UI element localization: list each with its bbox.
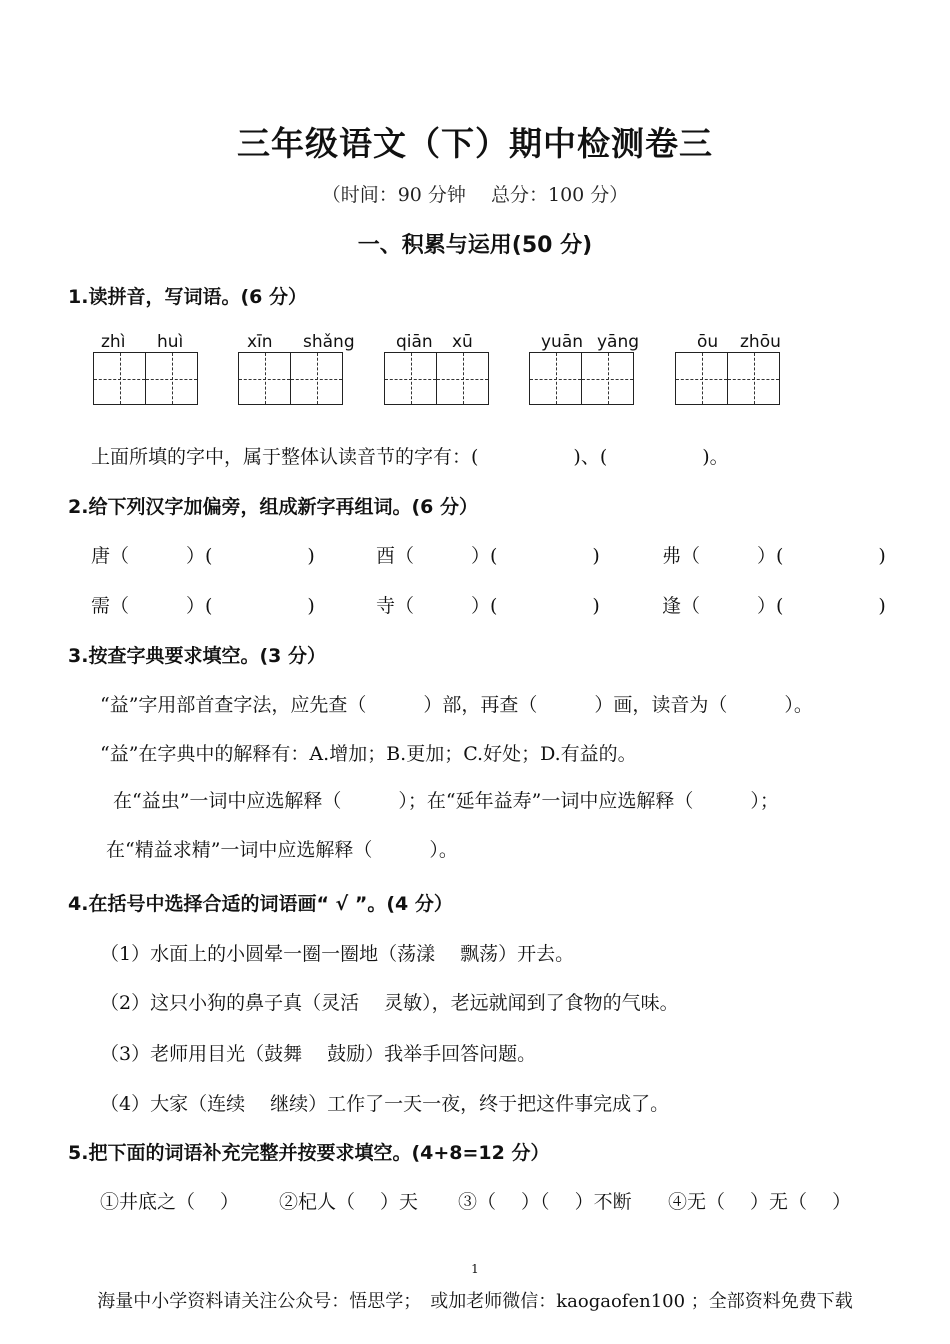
q3-heading: 3.按查字典要求填空。(3 分） <box>68 645 326 667</box>
pinyin-label: yāng <box>597 332 640 352</box>
pinyin-label: qiān <box>396 332 433 352</box>
pinyin-label: ōu <box>697 332 719 352</box>
pinyin-label: zhōu <box>740 332 781 352</box>
writing-box[interactable] <box>93 352 146 405</box>
pinyin-label: xū <box>452 332 473 352</box>
exam-meta: （时间：90 分钟 总分：100 分） <box>321 184 629 206</box>
pinyin-label: zhì <box>101 332 126 352</box>
pinyin-label: yuān <box>541 332 584 352</box>
q5-item: ②杞人（ ）天 <box>279 1191 419 1213</box>
q5-item: ③（ ）（ ）不断 <box>458 1191 632 1213</box>
q1-heading: 1.读拼音，写词语。(6 分） <box>68 286 307 308</box>
q3-line: “益”在字典中的解释有：A.增加；B.更加；C.好处；D.有益的。 <box>100 743 637 765</box>
q5-item: ④无（ ）无（ ） <box>668 1191 852 1213</box>
q2-heading: 2.给下列汉字加偏旁，组成新字再组词。(6 分） <box>68 496 478 518</box>
writing-box[interactable] <box>146 352 198 405</box>
writing-box[interactable] <box>529 352 582 405</box>
q2-item: 酉（ ）( ) <box>376 545 600 567</box>
q3-line: “益”字用部首查字法，应先查（ ）部，再查（ ）画，读音为（ ）。 <box>100 694 813 716</box>
q3-line: 在“精益求精”一词中应选解释（ ）。 <box>106 839 458 861</box>
q4-item: （4）大家（连续 继续）工作了一天一夜，终于把这件事完成了。 <box>100 1093 670 1115</box>
pinyin-label: shǎng <box>303 332 355 352</box>
pinyin-label: xīn <box>247 332 273 352</box>
section-heading: 一、积累与运用(50 分) <box>357 233 593 258</box>
writing-box[interactable] <box>582 352 634 405</box>
q5-item: ①井底之（ ） <box>100 1191 240 1213</box>
q2-item: 弗（ ）( ) <box>662 545 886 567</box>
writing-box[interactable] <box>437 352 489 405</box>
writing-box[interactable] <box>384 352 437 405</box>
q4-item: （1）水面上的小圆晕一圈一圈地（荡漾 飘荡）开去。 <box>100 943 575 965</box>
q2-item: 逢（ ）( ) <box>662 595 886 617</box>
q4-heading: 4.在括号中选择合适的词语画“ √ ”。(4 分） <box>68 893 453 915</box>
footer-notice: 海量中小学资料请关注公众号：悟思学； 或加老师微信：kaogaofen100 ；全部资料免费下载 <box>97 1291 853 1312</box>
q4-item: （3）老师用目光（鼓舞 鼓励）我举手回答问题。 <box>100 1043 537 1065</box>
q2-item: 寺（ ）( ) <box>376 595 600 617</box>
page-title: 三年级语文（下）期中检测卷三 <box>237 124 713 163</box>
page-number: 1 <box>471 1262 479 1276</box>
q5-heading: 5.把下面的词语补充完整并按要求填空。(4+8=12 分） <box>68 1142 550 1164</box>
q2-item: 需（ ）( ) <box>91 595 315 617</box>
writing-box[interactable] <box>728 352 780 405</box>
writing-box[interactable] <box>291 352 343 405</box>
writing-box[interactable] <box>238 352 291 405</box>
writing-box[interactable] <box>675 352 728 405</box>
q1-note: 上面所填的字中，属于整体认读音节的字有：( )、( )。 <box>91 446 729 468</box>
pinyin-label: huì <box>157 332 184 352</box>
q3-line: 在“益虫”一词中应选解释（ ）；在“延年益寿”一词中应选解释（ ）； <box>113 790 779 812</box>
q2-item: 唐（ ）( ) <box>91 545 315 567</box>
q4-item: （2）这只小狗的鼻子真（灵活 灵敏），老远就闻到了食物的气味。 <box>100 992 679 1014</box>
